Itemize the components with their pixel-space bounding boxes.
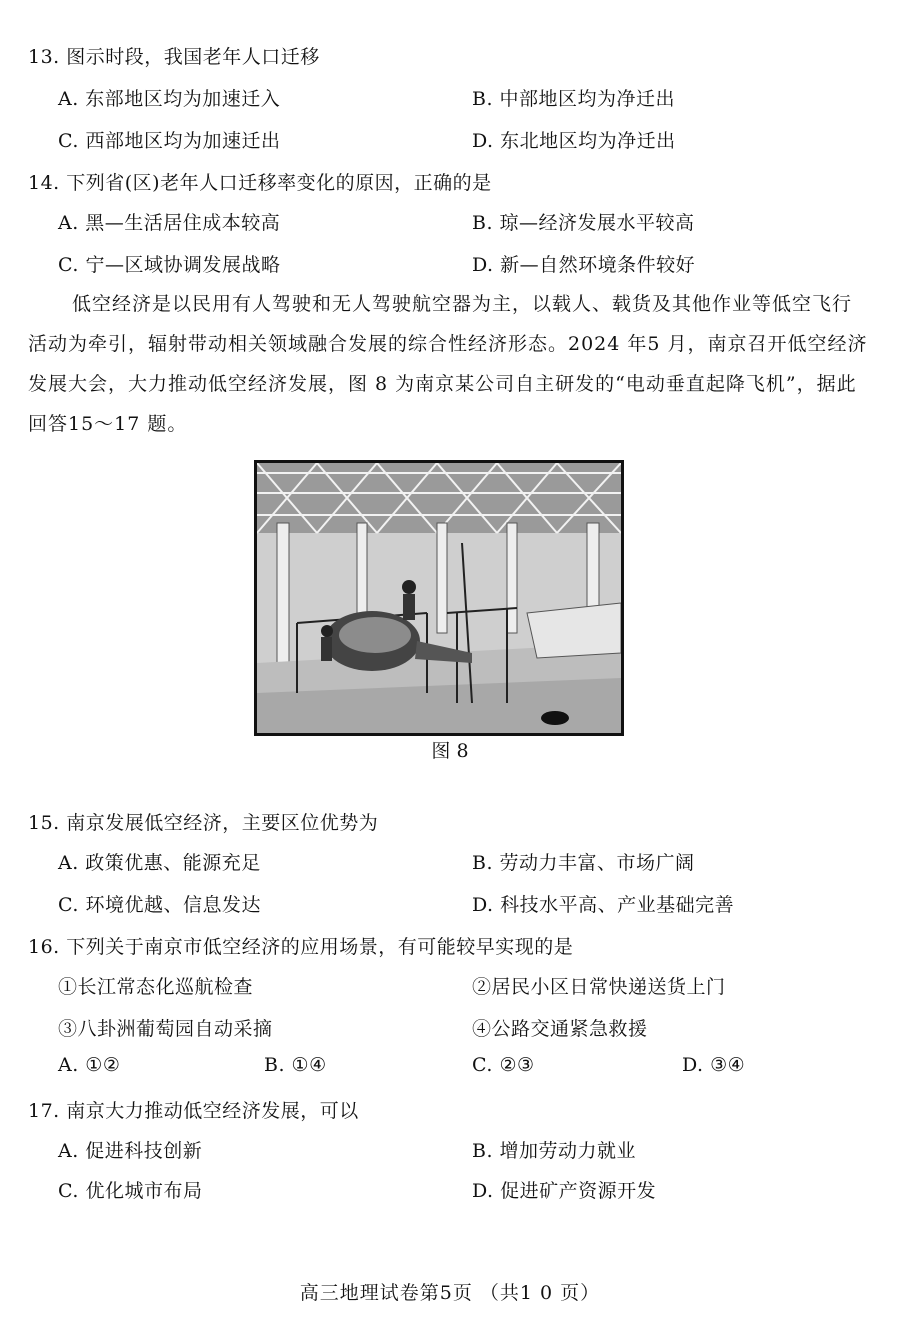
q15-option-d: D. 科技水平高、产业基础完善 xyxy=(472,894,735,916)
q14-option-c: C. 宁—区域协调发展战略 xyxy=(58,254,281,276)
q17-option-b: B. 增加劳动力就业 xyxy=(472,1140,637,1162)
q15-option-b: B. 劳动力丰富、市场广阔 xyxy=(472,852,695,874)
q16-statement-2: ②居民小区日常快递送货上门 xyxy=(472,976,726,998)
figure-caption: 图 8 xyxy=(431,740,469,762)
q17-stem: 17. 南京大力推动低空经济发展，可以 xyxy=(28,1100,359,1122)
q17-option-c: C. 优化城市布局 xyxy=(58,1180,203,1202)
figure-8-photo xyxy=(254,460,624,736)
q13-option-d: D. 东北地区均为净迁出 xyxy=(472,130,676,152)
q16-option-a: A. ①② xyxy=(58,1054,121,1076)
q16-statement-4: ④公路交通紧急救援 xyxy=(472,1018,648,1040)
q13-stem: 13. 图示时段，我国老年人口迁移 xyxy=(28,46,320,68)
q14-option-b: B. 琼—经济发展水平较高 xyxy=(472,212,695,234)
hangar-aircraft-illustration xyxy=(257,463,621,733)
q14-option-a: A. 黑—生活居住成本较高 xyxy=(58,212,281,234)
q14-stem: 14. 下列省(区)老年人口迁移率变化的原因，正确的是 xyxy=(28,172,492,194)
q17-option-d: D. 促进矿产资源开发 xyxy=(472,1180,657,1202)
q16-option-d: D. ③④ xyxy=(682,1054,746,1076)
q15-stem: 15. 南京发展低空经济，主要区位优势为 xyxy=(28,812,379,834)
passage-text: 低空经济是以民用有人驾驶和无人驾驶航空器为主，以载人、载货及其他作业等低空飞行活动为牵引，辐射带动相关领域融合发展的综合性经济形态。2024 年5 月，南京召开低空经济发展大会，大力推动低空经济发展，图 8 为南京某公司自主研发的“电动垂直起降飞机”，据此回答15～17 题。 xyxy=(28,293,868,435)
q16-statement-3: ③八卦洲葡萄园自动采摘 xyxy=(58,1018,273,1040)
q16-statement-1: ①长江常态化巡航检查 xyxy=(58,976,254,998)
q15-option-c: C. 环境优越、信息发达 xyxy=(58,894,261,916)
q16-stem: 16. 下列关于南京市低空经济的应用场景，有可能较早实现的是 xyxy=(28,936,574,958)
q16-option-c: C. ②③ xyxy=(472,1054,535,1076)
q13-option-a: A. 东部地区均为加速迁入 xyxy=(58,88,281,110)
page-footer: 高三地理试卷第5页 （共1 0 页） xyxy=(299,1282,601,1304)
q13-option-b: B. 中部地区均为净迁出 xyxy=(472,88,676,110)
q16-option-b: B. ①④ xyxy=(264,1054,327,1076)
q15-option-a: A. 政策优惠、能源充足 xyxy=(58,852,261,874)
q13-option-c: C. 西部地区均为加速迁出 xyxy=(58,130,281,152)
q17-option-a: A. 促进科技创新 xyxy=(58,1140,203,1162)
q14-option-d: D. 新—自然环境条件较好 xyxy=(472,254,696,276)
